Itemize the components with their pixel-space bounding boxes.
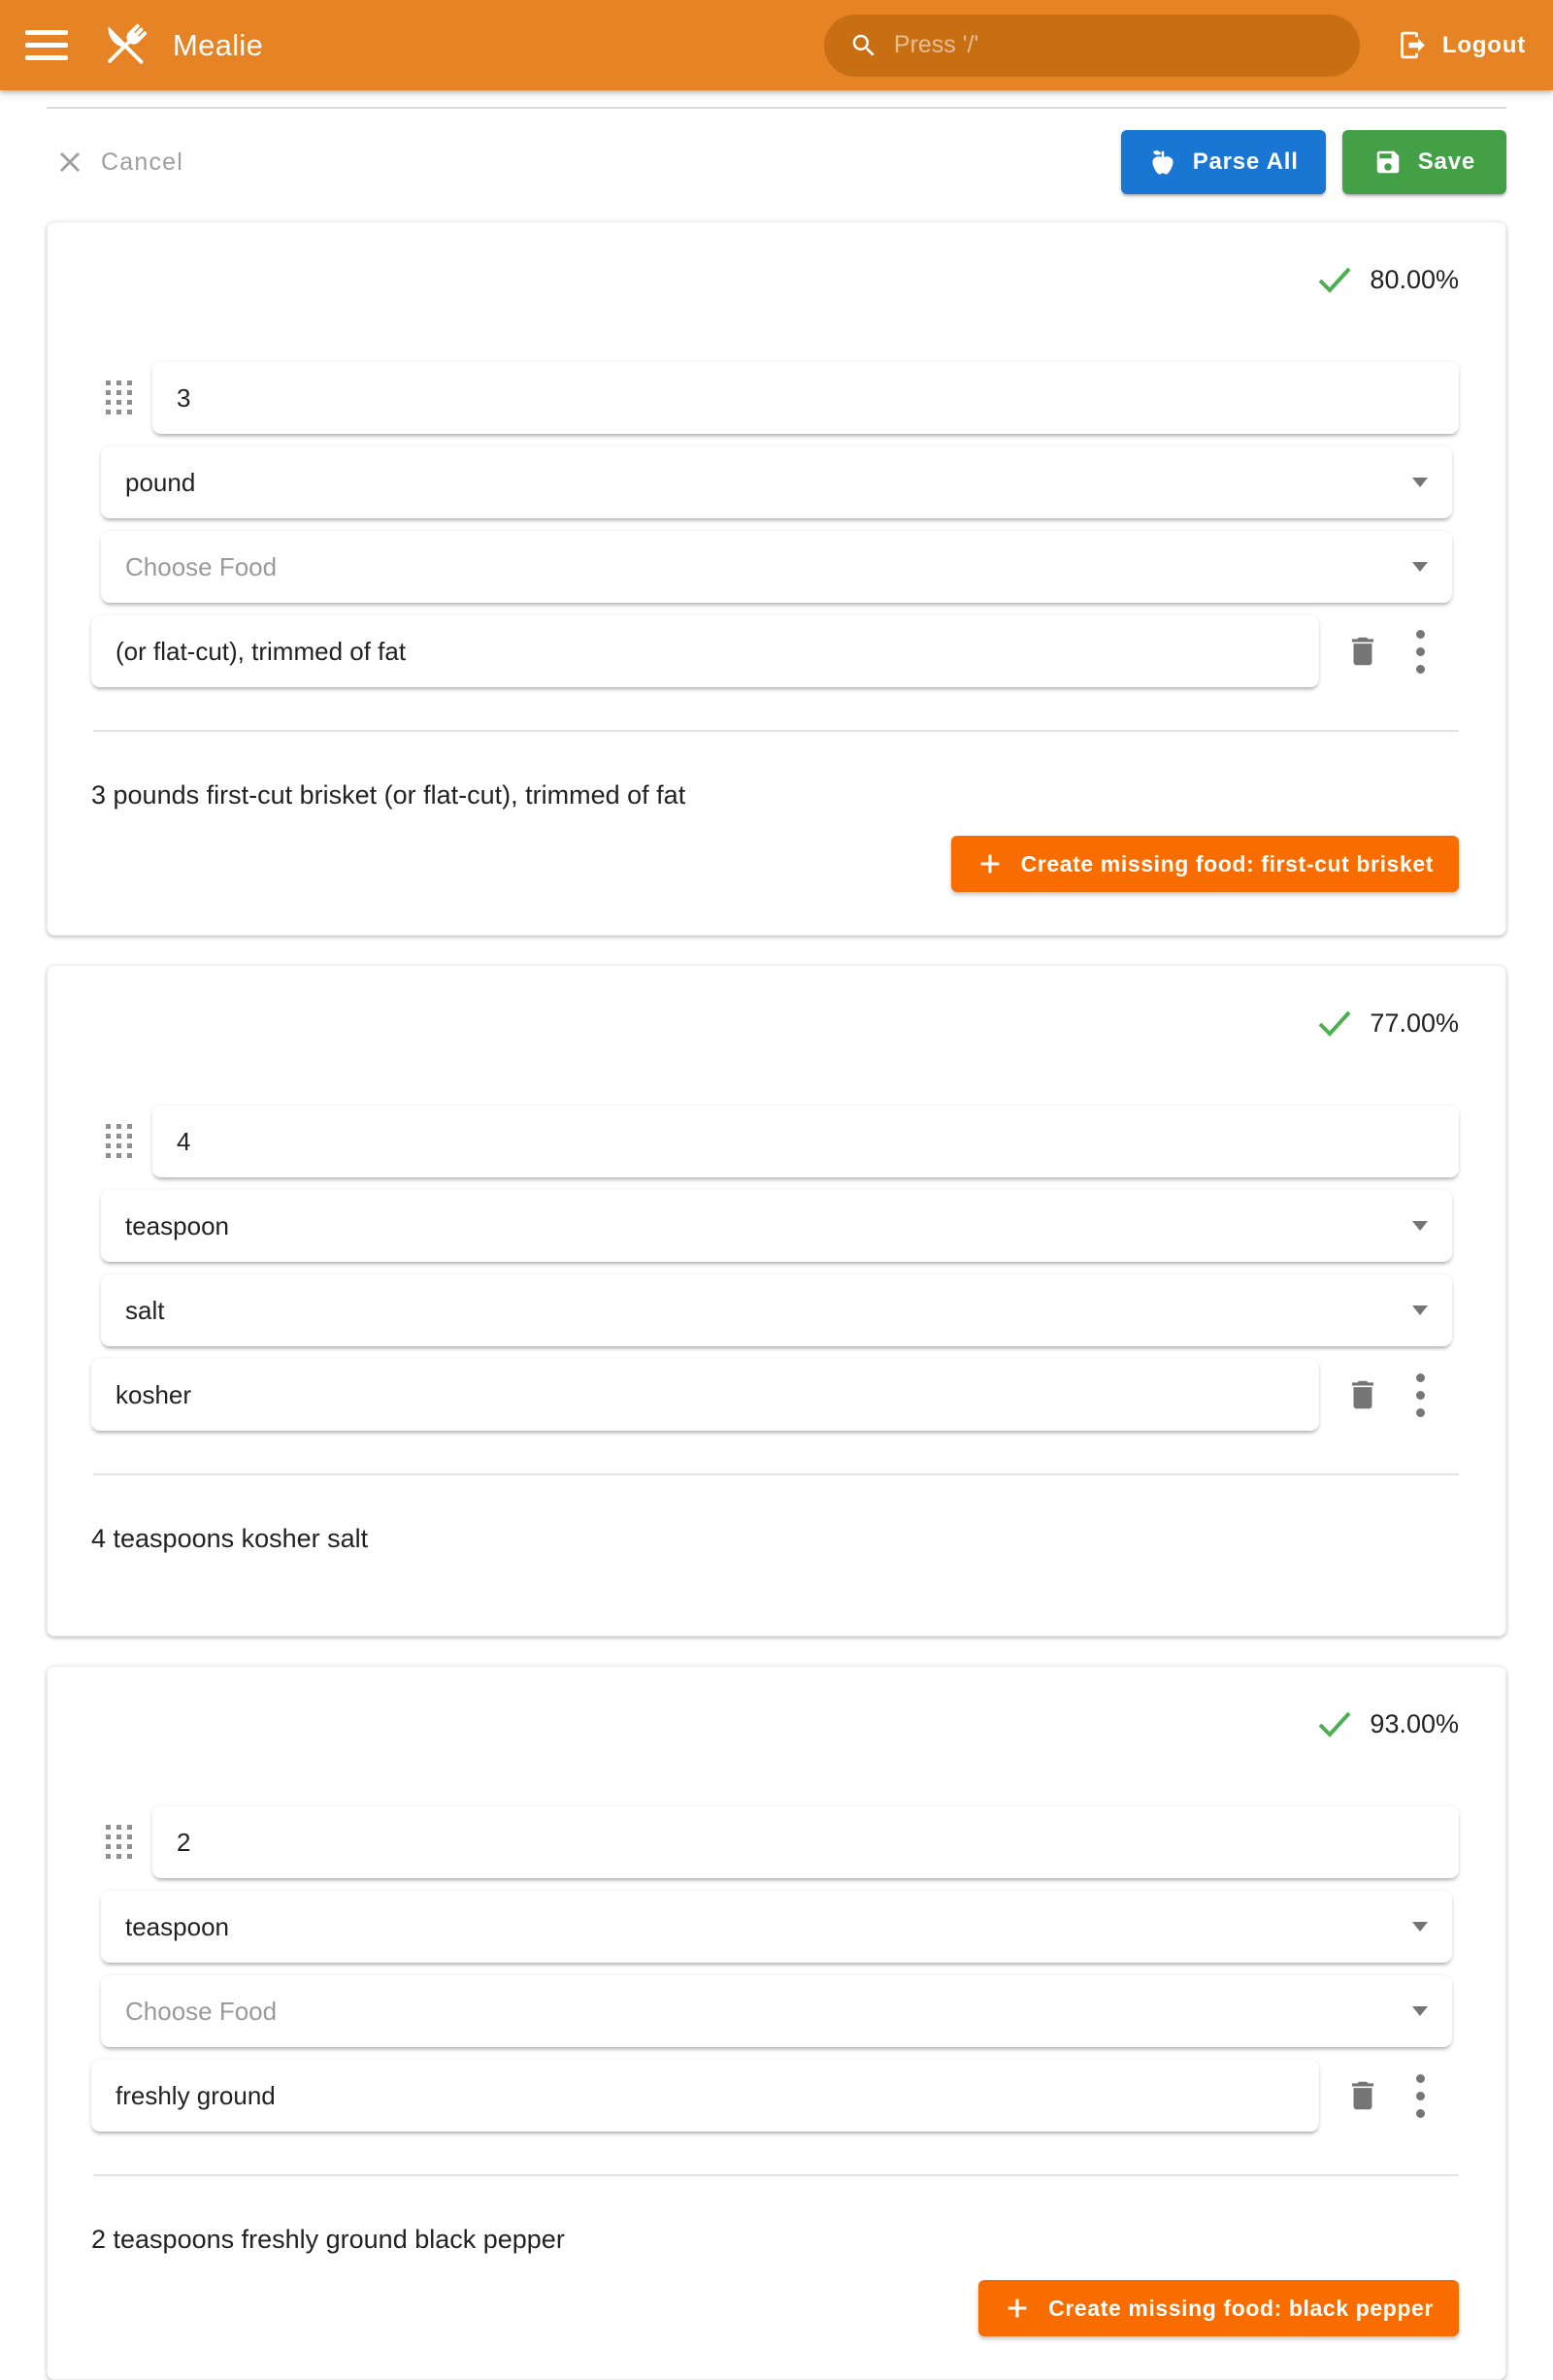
card-divider <box>93 2174 1459 2176</box>
unit-select[interactable] <box>101 1190 1452 1262</box>
save-button[interactable] <box>1342 130 1506 194</box>
mealie-logo[interactable] <box>93 14 157 78</box>
food-placeholder: Choose Food <box>125 551 278 581</box>
confidence-value: 93.00% <box>1370 1709 1459 1738</box>
kebab-icon <box>1416 1373 1425 1417</box>
unit-value: teaspoon <box>125 1911 229 1941</box>
quantity-input[interactable] <box>152 362 1459 434</box>
unit-select[interactable] <box>101 1891 1452 1963</box>
create-missing-food-button[interactable] <box>951 836 1459 892</box>
card-divider <box>93 730 1459 732</box>
editor-toolbar <box>47 109 1506 221</box>
ingredient-card <box>47 221 1506 936</box>
food-value: salt <box>125 1295 165 1325</box>
close-icon <box>56 149 83 176</box>
hamburger-icon <box>25 30 68 35</box>
search-icon <box>849 31 878 60</box>
food-placeholder: Choose Food <box>125 1996 278 2026</box>
ingredients-editor <box>47 107 1506 2380</box>
search-box[interactable] <box>824 15 1360 77</box>
note-input[interactable] <box>91 2060 1319 2132</box>
food-select[interactable] <box>101 531 1452 603</box>
quantity-input[interactable] <box>152 1106 1459 1177</box>
app-header <box>0 0 1553 90</box>
confidence-value: 80.00% <box>1370 265 1459 294</box>
apple-icon <box>1148 148 1177 177</box>
chevron-down-icon <box>1412 1221 1428 1231</box>
drag-grid-icon <box>106 1825 132 1860</box>
original-ingredient-text: 2 teaspoons freshly ground black pepper <box>91 2225 565 2254</box>
plus-icon <box>1004 2295 1031 2322</box>
drag-handle[interactable] <box>106 380 132 415</box>
unit-value: pound <box>125 467 196 497</box>
logout-label: Logout <box>1441 31 1526 58</box>
trash-icon <box>1344 633 1381 670</box>
drag-handle[interactable] <box>106 1825 132 1860</box>
parse-all-label: Parse All <box>1192 149 1299 175</box>
ingredient-card <box>47 1666 1506 2380</box>
chevron-down-icon <box>1412 1306 1428 1315</box>
menu-button[interactable] <box>19 20 74 71</box>
app-title: Mealie <box>173 27 264 62</box>
cancel-button[interactable] <box>47 141 193 184</box>
drag-grid-icon <box>106 380 132 415</box>
original-ingredient-text: 4 teaspoons kosher salt <box>91 1524 369 1553</box>
create-missing-food-label: Create missing food: black pepper <box>1048 2295 1434 2321</box>
confidence-value: 77.00% <box>1370 1008 1459 1038</box>
drag-handle[interactable] <box>106 1124 132 1159</box>
food-select[interactable] <box>101 1975 1452 2047</box>
logout-button[interactable] <box>1395 23 1528 67</box>
create-missing-food-button[interactable] <box>978 2280 1459 2336</box>
unit-value: teaspoon <box>125 1210 229 1240</box>
toolbar-actions <box>1121 130 1506 194</box>
trash-icon <box>1344 1376 1381 1413</box>
quantity-input[interactable] <box>152 1806 1459 1878</box>
search-input[interactable] <box>894 31 1335 59</box>
card-divider <box>93 1473 1459 1475</box>
fork-knife-icon <box>95 16 155 76</box>
delete-ingredient-button[interactable] <box>1340 629 1385 674</box>
kebab-icon <box>1416 630 1425 674</box>
delete-ingredient-button[interactable] <box>1340 1372 1385 1417</box>
confidence-indicator <box>91 1709 1459 1738</box>
food-select[interactable] <box>101 1274 1452 1346</box>
parse-all-button[interactable] <box>1121 130 1326 194</box>
check-icon <box>1317 1709 1353 1738</box>
cancel-label: Cancel <box>101 148 184 176</box>
kebab-icon <box>1416 2074 1425 2118</box>
logout-icon <box>1397 29 1429 61</box>
chevron-down-icon <box>1412 478 1428 487</box>
check-icon <box>1317 1008 1353 1038</box>
more-options-button[interactable] <box>1412 2070 1429 2122</box>
confidence-indicator <box>91 265 1459 294</box>
delete-ingredient-button[interactable] <box>1340 2073 1385 2118</box>
confidence-indicator <box>91 1008 1459 1038</box>
unit-select[interactable] <box>101 446 1452 518</box>
drag-grid-icon <box>106 1124 132 1159</box>
check-icon <box>1317 265 1353 294</box>
more-options-button[interactable] <box>1412 1370 1429 1421</box>
create-missing-food-label: Create missing food: first-cut brisket <box>1020 850 1434 876</box>
note-input[interactable] <box>91 615 1319 687</box>
more-options-button[interactable] <box>1412 626 1429 678</box>
ingredient-card <box>47 965 1506 1636</box>
save-icon <box>1373 148 1403 177</box>
note-input[interactable] <box>91 1359 1319 1431</box>
save-label: Save <box>1417 149 1475 175</box>
chevron-down-icon <box>1412 2006 1428 2016</box>
chevron-down-icon <box>1412 562 1428 572</box>
plus-icon <box>976 850 1004 877</box>
original-ingredient-text: 3 pounds first-cut brisket (or flat-cut), trimmed of fat <box>91 780 686 810</box>
chevron-down-icon <box>1412 1922 1428 1932</box>
trash-icon <box>1344 2077 1381 2114</box>
